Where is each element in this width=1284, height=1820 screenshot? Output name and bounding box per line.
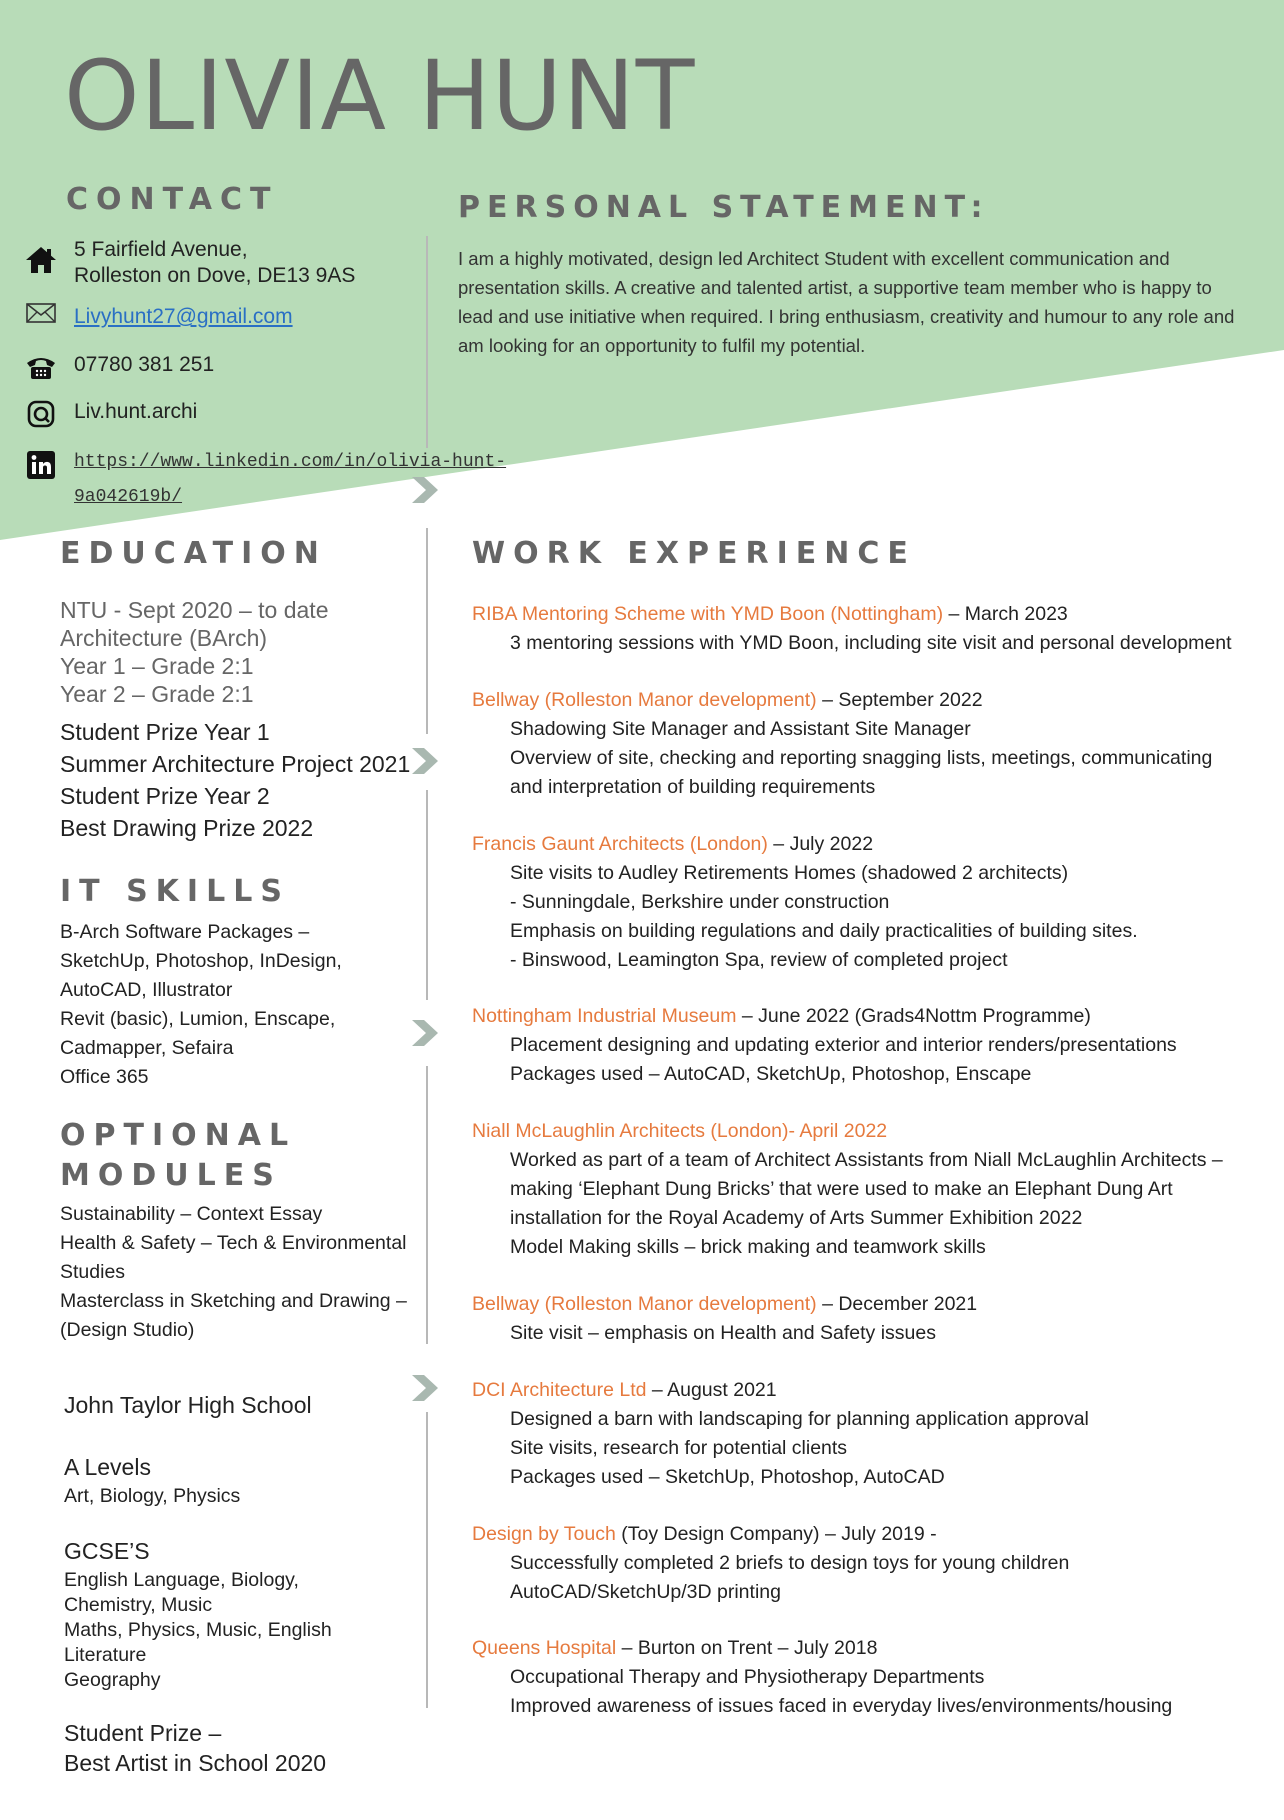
job-date: – August 2021 [646,1379,777,1401]
it-skills-heading: IT SKILLS [60,874,290,909]
optional-modules-list [60,1200,407,1345]
job-detail: Packages used – AutoCAD, SketchUp, Photoshop, Enscape [510,1063,1032,1085]
skill-line: Office 365 [60,1066,149,1088]
school-name: John Taylor High School [64,1392,312,1418]
module-line: Masterclass in Sketching and Drawing – [60,1290,407,1312]
gcse-line: Chemistry, Music [64,1594,213,1616]
optional-modules-heading-1: OPTIONAL [60,1118,297,1153]
job-detail: Placement designing and updating exterior and interior renders/presentations [510,1034,1177,1056]
job-organisation: Bellway (Rolleston Manor development) [472,1293,817,1315]
linkedin-link-part-2[interactable]: 9a042619b/ [74,487,183,507]
a-levels-heading: A Levels [64,1454,151,1480]
job-detail: Shadowing Site Manager and Assistant Site Manager [510,718,971,740]
chevron-right-icon [410,475,440,505]
divider-line [426,1412,428,1708]
job-detail: Site visit – emphasis on Health and Safety issues [510,1322,936,1344]
personal-statement-heading: PERSONAL STATEMENT: [458,190,990,225]
work-experience-heading: WORK EXPERIENCE [472,536,916,571]
school-prize [64,1718,326,1778]
job-detail: - Sunningdale, Berkshire under construction [510,891,890,913]
linkedin-icon [24,448,58,482]
a-levels-subjects: Art, Biology, Physics [64,1485,241,1507]
job-entry [472,1634,1252,1721]
job-detail: Occupational Therapy and Physiotherapy Departments [510,1666,985,1688]
personal-statement-body: I am a highly motivated, design led Architect Student with excellent communication and presentation skills. A creative and talented artist, a supportive team member who is happy to lead and use initiative when required. I bring enthusiasm, creativity and humour to any role and am looking for an opportunity to fulfil my potential. [458,248,1235,356]
job-organisation: Niall McLaughlin Architects (London)- April 2022 [472,1120,888,1142]
skill-line: Revit (basic), Lumion, Enscape, [60,1008,336,1030]
job-detail: Site visits to Audley Retirements Homes (shadowed 2 architects) [510,862,1069,884]
job-organisation: Francis Gaunt Architects (London) [472,833,768,855]
gcse-line: English Language, Biology, [64,1569,299,1591]
job-date: – July 2022 [767,833,874,855]
job-date: (Toy Design Company) – July 2019 - [615,1523,937,1545]
phone-number: 07780 381 251 [74,353,215,376]
education-line: Year 2 – Grade 2:1 [60,681,254,707]
job-detail: making ‘Elephant Dung Bricks’ that were used to make an Elephant Dung Art [510,1178,1173,1200]
divider-line [426,1066,428,1344]
job-detail: 3 mentoring sessions with YMD Boon, including site visit and personal development [510,632,1232,654]
job-organisation: Nottingham Industrial Museum [472,1005,737,1027]
education-line: NTU - Sept 2020 – to date [60,597,329,623]
job-detail: Overview of site, checking and reporting snagging lists, meetings, communicating [510,747,1213,769]
instagram-handle: Liv.hunt.archi [74,400,198,423]
school-prize-line: Best Artist in School 2020 [64,1750,327,1776]
prize-item: Best Drawing Prize 2022 [60,815,314,841]
job-date: – September 2022 [816,689,983,711]
gcse-line: Geography [64,1669,161,1691]
home-icon [24,243,58,277]
divider-line [426,236,428,448]
job-date: – March 2023 [943,603,1068,625]
job-date: – December 2021 [816,1293,978,1315]
job-detail: Improved awareness of issues faced in everyday lives/environments/housing [510,1695,1173,1717]
gcse-line: Literature [64,1644,147,1666]
job-detail: installation for the Royal Academy of Arts Summer Exhibition 2022 [510,1207,1083,1229]
module-line: Studies [60,1261,126,1283]
education-prizes [60,716,410,844]
education-heading: EDUCATION [60,536,327,571]
gcse-line: Maths, Physics, Music, English [64,1619,332,1641]
phone-icon [24,351,58,385]
job-detail: and interpretation of building requirements [510,776,876,798]
job-entry [472,1520,1252,1607]
job-detail: Model Making skills – brick making and teamwork skills [510,1236,986,1258]
job-detail: - Binswood, Leamington Spa, review of completed project [510,949,1008,971]
prize-item: Summer Architecture Project 2021 [60,751,411,777]
divider-line [426,790,428,1000]
divider-line [426,528,428,734]
job-entry [472,1376,1252,1492]
job-entry [472,1002,1252,1089]
linkedin-link-part-1[interactable]: https://www.linkedin.com/in/olivia-hunt- [74,452,507,472]
chevron-right-icon [410,746,440,776]
prize-item: Student Prize Year 2 [60,783,270,809]
job-date: – Burton on Trent – July 2018 [616,1637,878,1659]
skill-line: Cadmapper, Sefaira [60,1037,234,1059]
module-line: Health & Safety – Tech & Environmental [60,1232,407,1254]
mail-icon [24,296,58,330]
education-line: Architecture (BArch) [60,625,268,651]
contact-heading: CONTACT [66,182,279,217]
job-detail: Successfully completed 2 briefs to design toys for young children [510,1552,1070,1574]
job-detail: AutoCAD/SketchUp/3D printing [510,1581,781,1603]
job-organisation: RIBA Mentoring Scheme with YMD Boon (Nottingham) [472,603,944,625]
instagram-icon [24,397,58,431]
skill-line: B-Arch Software Packages – [60,921,310,943]
job-date: – June 2022 (Grads4Nottm Programme) [736,1005,1091,1027]
optional-modules-heading-2: MODULES [60,1158,282,1193]
gcse-subjects [64,1568,332,1693]
email-link[interactable]: Livyhunt27@gmail.com [74,305,293,328]
job-detail: Site visits, research for potential clients [510,1437,848,1459]
job-entry [472,1290,1252,1348]
it-skills-list [60,918,342,1092]
job-detail: Worked as part of a team of Architect Assistants from Niall McLaughlin Architects – [510,1149,1223,1171]
candidate-name: OLIVIA HUNT [64,40,696,152]
job-organisation: Design by Touch [472,1523,616,1545]
job-organisation: DCI Architecture Ltd [472,1379,647,1401]
module-line: Sustainability – Context Essay [60,1203,323,1225]
education-details [60,596,329,708]
skill-line: SketchUp, Photoshop, InDesign, [60,950,342,972]
education-line: Year 1 – Grade 2:1 [60,653,254,679]
job-entry [472,1117,1252,1262]
skill-line: AutoCAD, Illustrator [60,979,233,1001]
prize-item: Student Prize Year 1 [60,719,270,745]
job-organisation: Bellway (Rolleston Manor development) [472,689,817,711]
chevron-right-icon [410,1373,440,1403]
school-prize-line: Student Prize – [64,1720,222,1746]
job-detail: Designed a barn with landscaping for planning application approval [510,1408,1089,1430]
gcse-heading: GCSE’S [64,1538,150,1564]
job-entry [472,830,1252,975]
chevron-right-icon [410,1018,440,1048]
job-detail: Packages used – SketchUp, Photoshop, AutoCAD [510,1466,945,1488]
module-line: (Design Studio) [60,1319,195,1341]
job-entry [472,686,1252,802]
address-line-2: Rolleston on Dove, DE13 9AS [74,264,356,287]
job-detail: Emphasis on building regulations and daily practicalities of building sites. [510,920,1138,942]
address-line-1: 5 Fairfield Avenue, [74,238,248,261]
job-entry [472,600,1252,658]
job-organisation: Queens Hospital [472,1637,617,1659]
